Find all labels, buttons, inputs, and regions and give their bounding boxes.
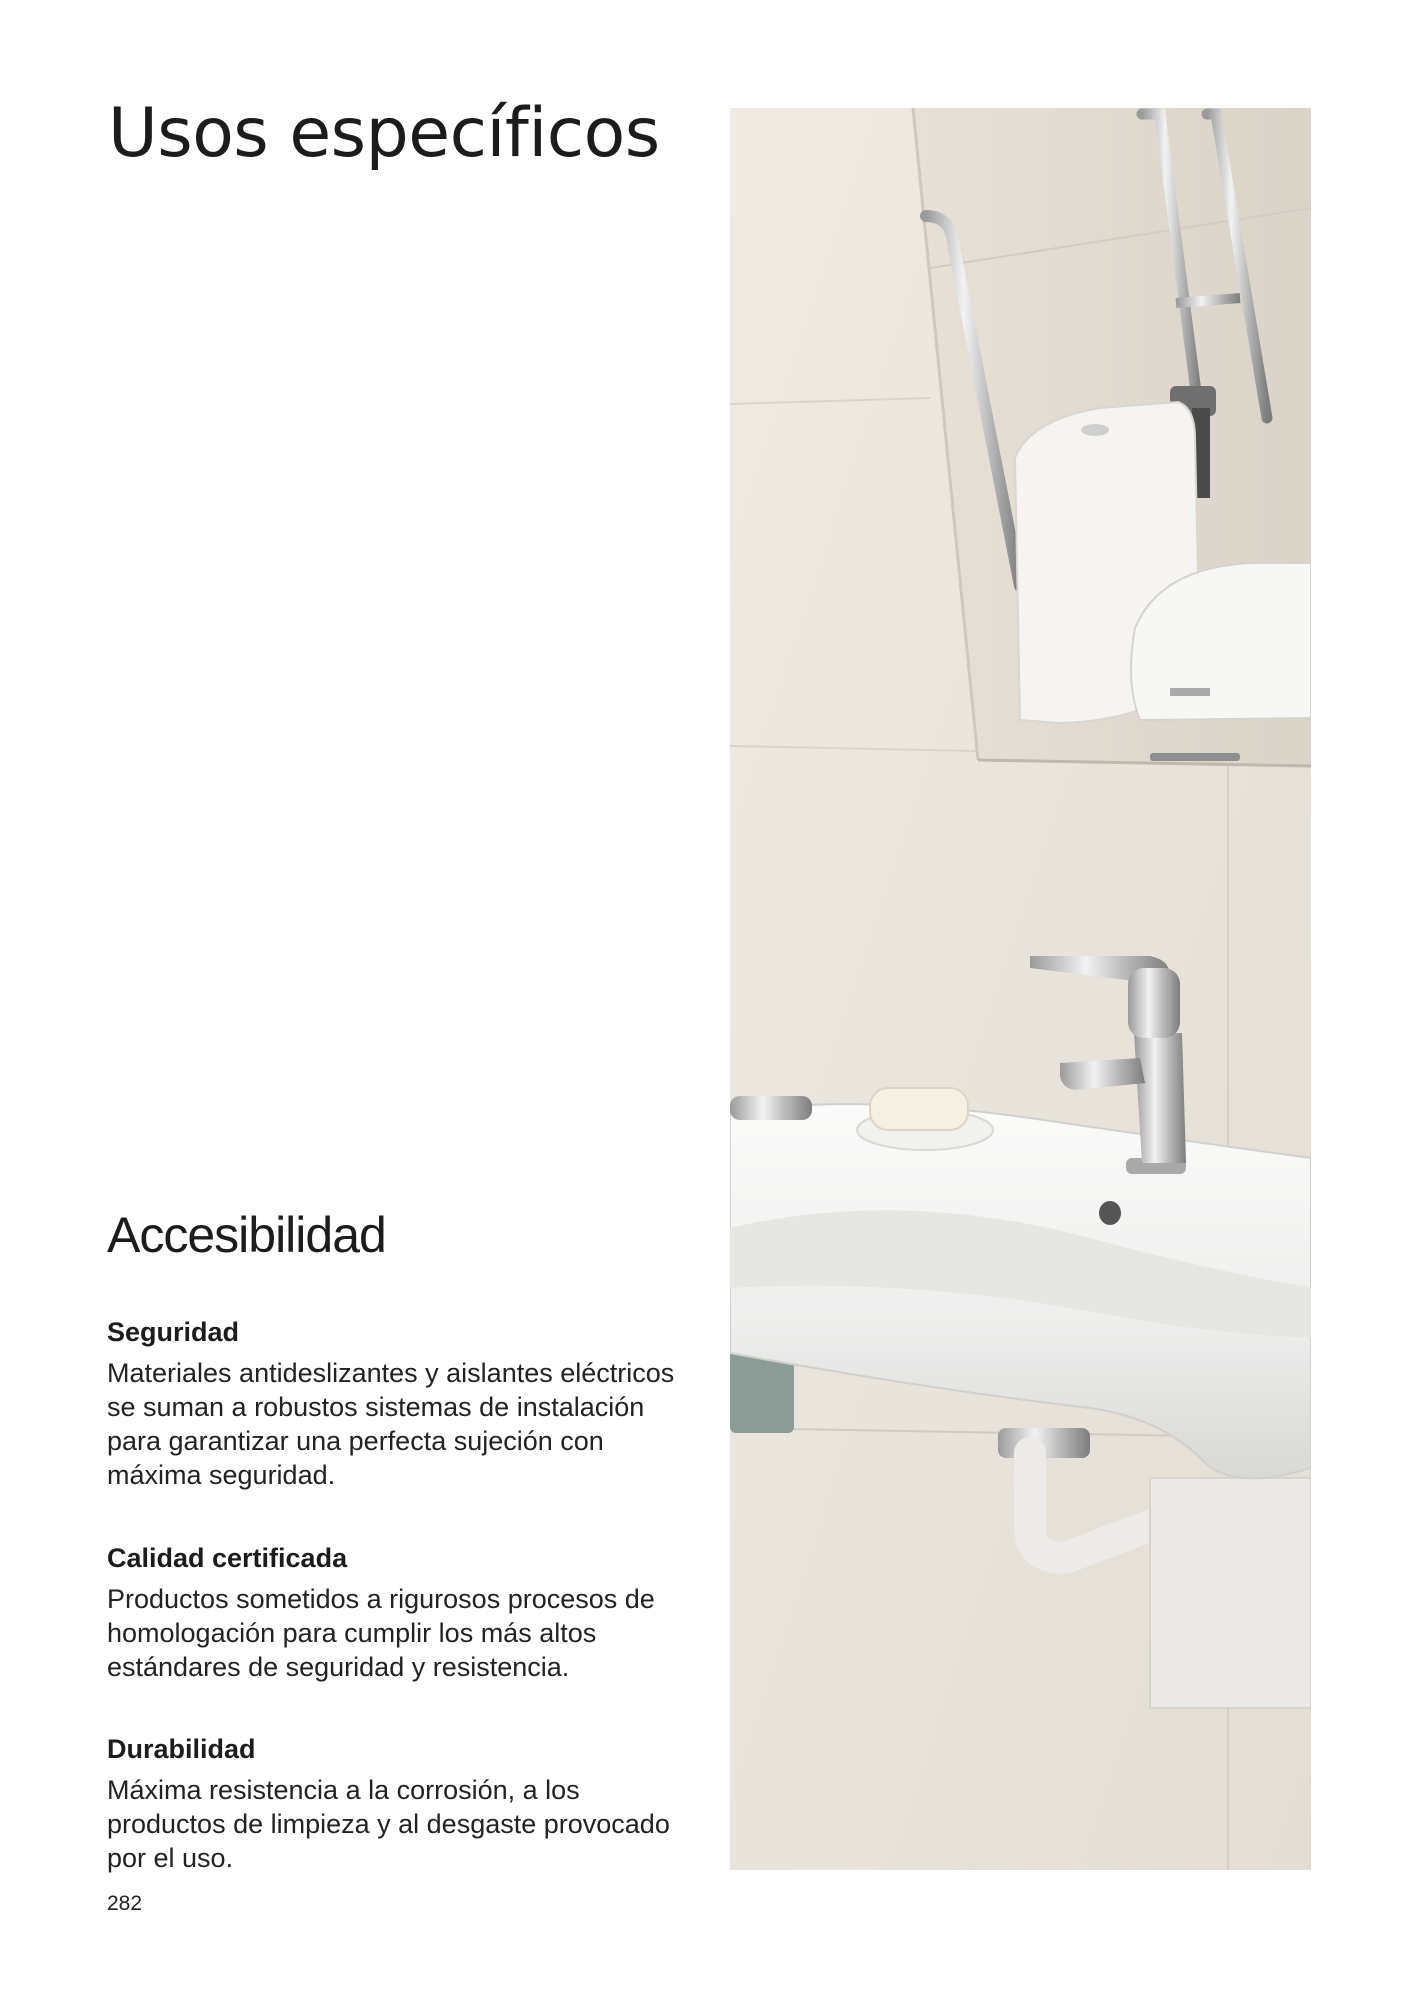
feature-durabilidad [107, 1733, 707, 1875]
feature-heading: Seguridad [107, 1317, 240, 1347]
feature-text: Productos sometidos a rigurosos procesos de homologación para cumplir los más altos estándares de seguridad y resistencia. [107, 1584, 655, 1683]
mirror [913, 108, 1311, 766]
feature-calidad-certificada [107, 1542, 707, 1684]
feature-seguridad [107, 1316, 707, 1492]
feature-heading: Durabilidad [107, 1734, 256, 1764]
feature-text: Materiales antideslizantes y aislantes eléctricos se suman a robustos sistemas de instalación para garantizar una perfecta sujeción con máxima seguridad. [107, 1358, 675, 1491]
page-title: Usos específicos [108, 94, 660, 173]
feature-text: Máxima resistencia a la corrosión, a los productos de limpieza y al desgaste provocado por el uso. [107, 1775, 670, 1874]
feature-heading: Calidad certificada [107, 1543, 348, 1573]
section-title: Accesibilidad [107, 1207, 386, 1263]
page-number: 282 [107, 1892, 143, 1915]
bathroom-photo [730, 108, 1311, 1870]
